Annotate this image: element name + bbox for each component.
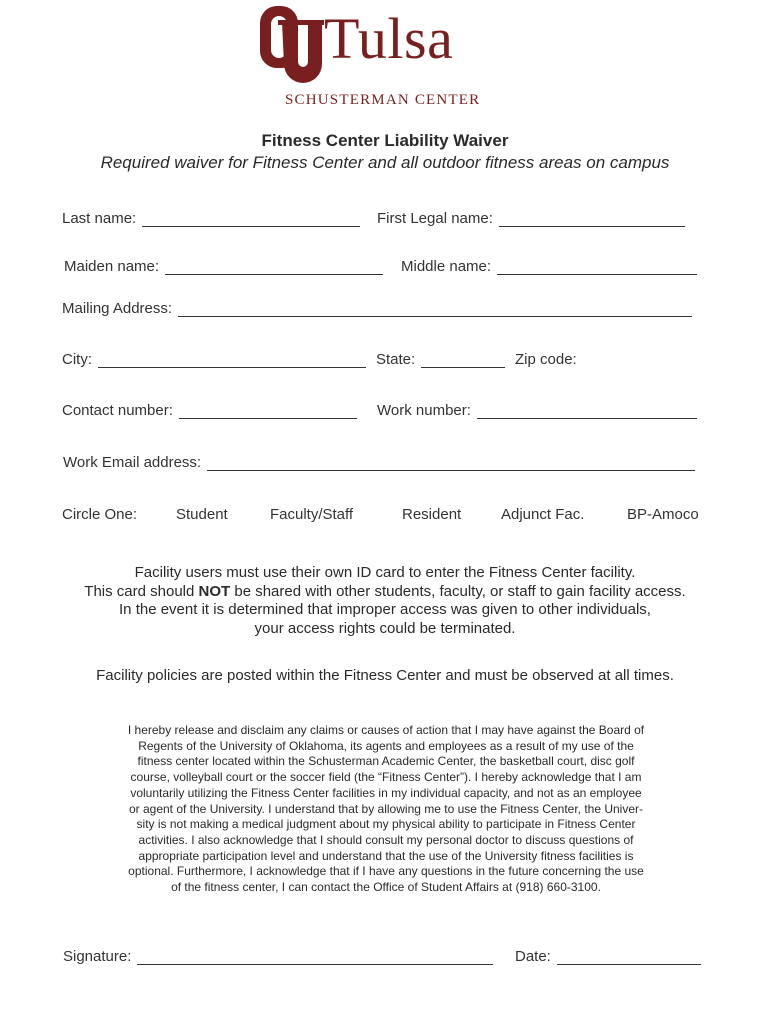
notice-line-2-post: be shared with other students, faculty, or staff to gain facility access. [230, 582, 686, 600]
middle-name-field[interactable] [401, 258, 697, 275]
zip-code-label: Zip code: [515, 351, 577, 368]
notice-line-4: your access rights could be terminated. [254, 619, 516, 637]
middle-name-line[interactable] [497, 260, 697, 275]
city-field[interactable] [62, 351, 366, 368]
page-title: Fitness Center Liability Waiver [261, 131, 509, 150]
option-resident[interactable]: Resident [402, 506, 462, 523]
signature-line[interactable] [137, 950, 493, 965]
date-label: Date: [515, 948, 551, 965]
last-name-line[interactable] [142, 212, 360, 227]
work-number-field[interactable] [377, 402, 697, 419]
city-label: City: [62, 351, 92, 368]
mailing-address-line[interactable] [178, 302, 692, 317]
state-field[interactable] [376, 351, 505, 368]
interlocking-ou-icon [258, 4, 324, 90]
logo-brand-text: Tulsa [324, 6, 454, 71]
release-line: voluntarily utilizing the Fitness Center facilities in my individual capacity, and not as an employee [130, 785, 642, 800]
work-number-line[interactable] [477, 404, 697, 419]
last-name-label: Last name: [62, 210, 137, 227]
zip-code-field[interactable] [515, 351, 577, 368]
work-number-label: Work number: [377, 402, 471, 419]
state-line[interactable] [421, 353, 505, 368]
contact-number-field[interactable] [62, 402, 357, 419]
notice-line-1: Facility users must use their own ID card to enter the Fitness Center facility. [134, 564, 636, 581]
contact-number-label: Contact number: [62, 402, 173, 419]
release-line: appropriate participation level and understand that the use of the University fitness facilities is [138, 848, 634, 863]
release-line: course, volleyball court or the soccer field (the “Fitness Center”). I hereby acknowledge that I am [130, 770, 642, 785]
release-line: fitness center located within the Schusterman Academic Center, the basketball court, disc golf [137, 754, 635, 769]
circle-one-label: Circle One: [62, 506, 138, 523]
date-line[interactable] [557, 950, 701, 965]
work-email-field[interactable] [63, 454, 695, 471]
mailing-address-field[interactable] [62, 300, 692, 317]
option-faculty-staff[interactable]: Faculty/Staff [270, 506, 354, 523]
option-adjunct-fac[interactable]: Adjunct Fac. [501, 506, 585, 523]
mailing-address-label: Mailing Address: [62, 300, 173, 317]
maiden-name-field[interactable] [64, 258, 383, 275]
id-card-notice [0, 564, 770, 638]
first-name-field[interactable] [377, 210, 685, 227]
policy-statement: Facility policies are posted within the Fitness Center and must be observed at all times. [96, 667, 674, 684]
contact-number-line[interactable] [179, 404, 357, 419]
release-paragraph [80, 723, 692, 896]
date-field[interactable] [515, 948, 701, 965]
signature-label: Signature: [63, 948, 132, 965]
notice-line-2-pre: This card should [84, 582, 199, 600]
ou-tulsa-logo [258, 4, 498, 108]
first-name-label: First Legal name: [377, 210, 493, 227]
release-line: I hereby release and disclaim any claims or causes of action that I may have against the Board of [127, 723, 645, 737]
notice-emphasis: NOT [198, 582, 231, 600]
last-name-field[interactable] [62, 210, 360, 227]
notice-line-2 [0, 583, 770, 602]
maiden-name-line[interactable] [165, 260, 383, 275]
release-line: sity is not making a medical judgment about my physical ability to participate in Fitness Center [136, 817, 636, 832]
release-line: activities. I also acknowledge that I should consult my personal doctor to discuss questions of [138, 832, 634, 847]
option-bp-amoco[interactable]: BP-Amoco [627, 506, 699, 523]
first-name-line[interactable] [499, 212, 685, 227]
city-line[interactable] [98, 353, 366, 368]
middle-name-label: Middle name: [401, 258, 492, 275]
page-subtitle: Required waiver for Fitness Center and all outdoor fitness areas on campus [100, 153, 670, 172]
work-email-label: Work Email address: [63, 454, 202, 471]
maiden-name-label: Maiden name: [64, 258, 160, 275]
option-student[interactable]: Student [176, 506, 228, 523]
notice-line-3: In the event it is determined that improper access was given to other individuals, [119, 601, 651, 618]
release-line: or agent of the University. I understand that by allowing me to use the Fitness Center, the Univer- [128, 801, 644, 816]
release-line: Regents of the University of Oklahoma, its agents and employees as a result of my use of the [138, 738, 634, 753]
release-line: of the fitness center, I can contact the Office of Student Affairs at (918) 660-3100. [171, 880, 601, 895]
state-label: State: [376, 351, 416, 368]
release-line: optional. Furthermore, I acknowledge that if I have any questions in the future concerning the use [128, 864, 644, 879]
work-email-line[interactable] [207, 456, 695, 471]
signature-field[interactable] [63, 948, 493, 965]
logo-subtitle: SCHUSTERMAN CENTER [285, 92, 481, 108]
